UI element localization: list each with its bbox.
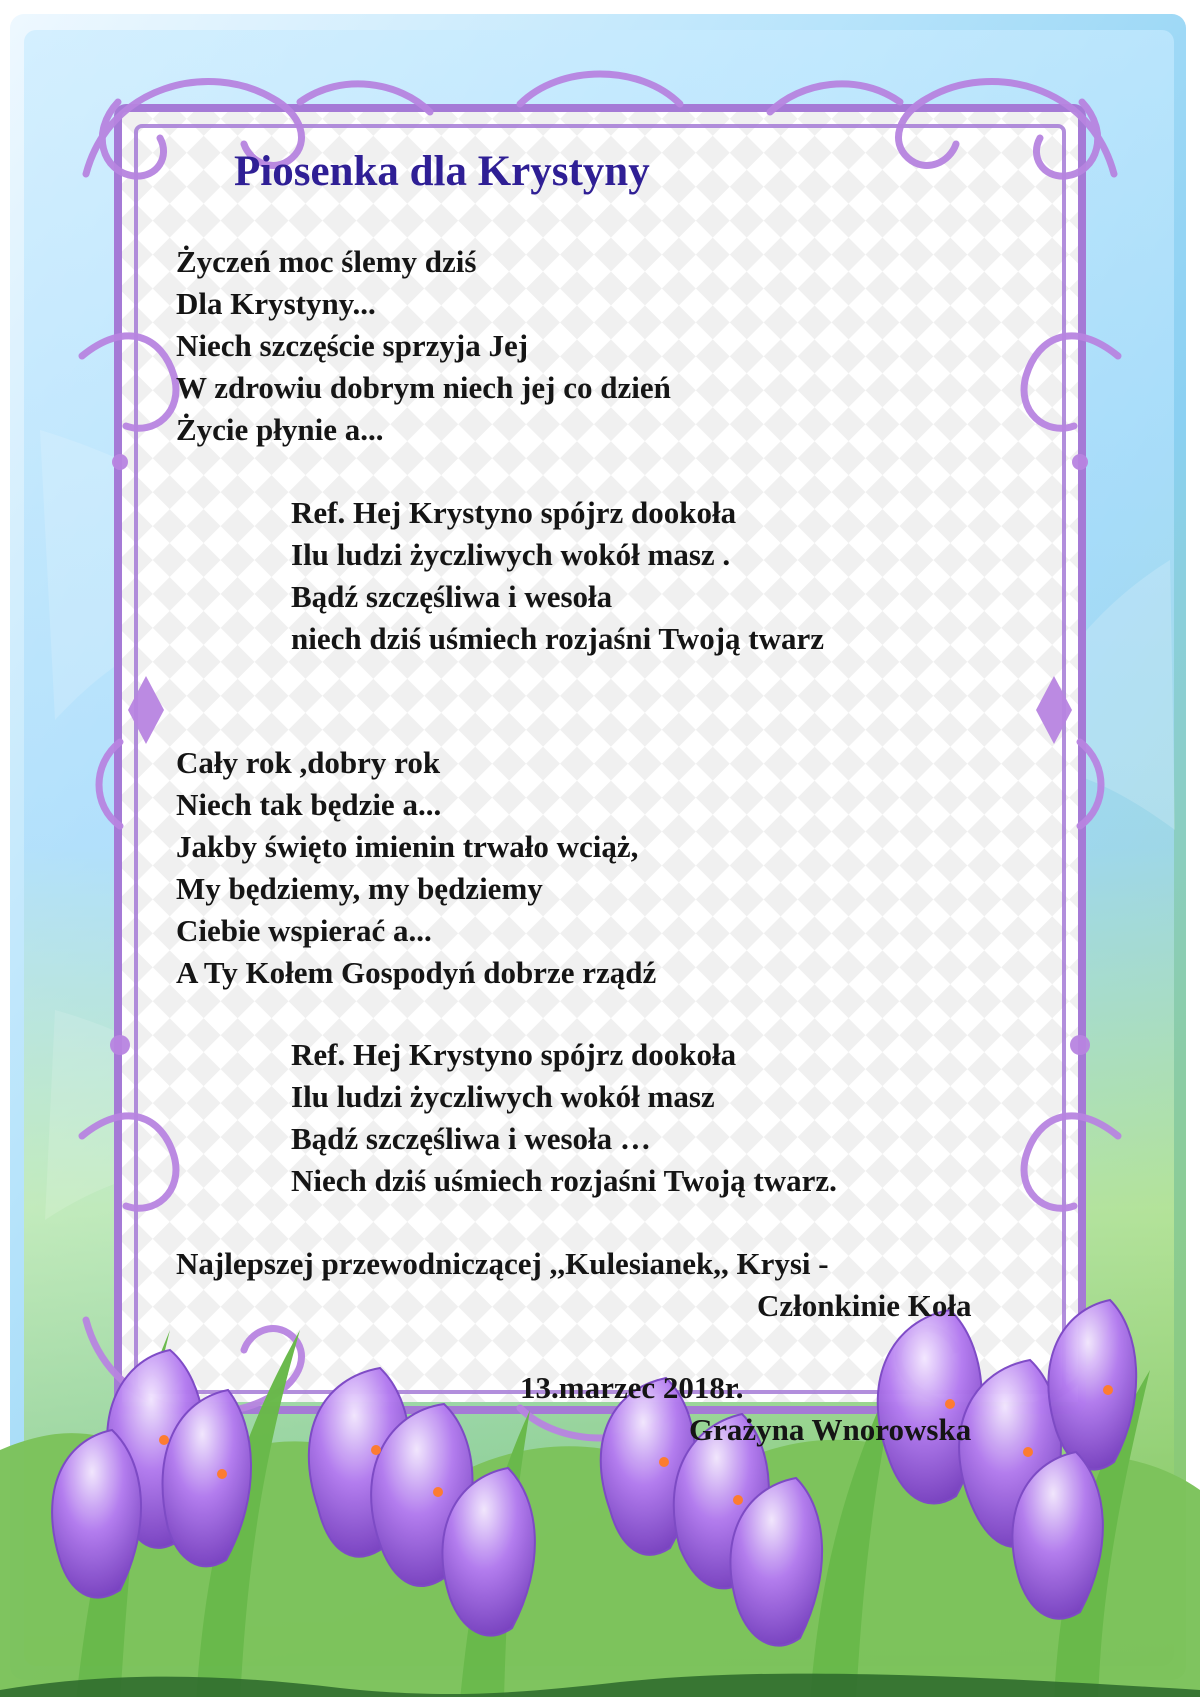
verse2-line-4: My będziemy, my będziemy: [176, 871, 543, 906]
verse2-line-2: Niech tak będzie a...: [176, 787, 442, 822]
refrain1-line-1: Ref. Hej Krystyno spójrz dookoła: [291, 495, 737, 530]
dedication-text: Najlepszej przewodniczącej ,,Kulesianek,, Krysi -: [176, 1246, 829, 1281]
refrain1-line-4: niech dziś uśmiech rozjaśni Twoją twarz: [291, 621, 824, 656]
verse1-line-4: W zdrowiu dobrym niech jej co dzień: [176, 370, 671, 405]
refrain2-line-1: Ref. Hej Krystyno spójrz dookoła: [291, 1037, 737, 1072]
verse2-line-1: Cały rok ,dobry rok: [176, 745, 441, 780]
verse1-line-2: Dla Krystyny...: [176, 286, 376, 321]
refrain2-line-2: Ilu ludzi życzliwych wokół masz: [291, 1079, 715, 1114]
refrain2-line-4: Niech dziś uśmiech rozjaśni Twoją twarz.: [291, 1163, 837, 1198]
refrain1-line-3: Bądź szczęśliwa i wesoła: [291, 579, 613, 614]
poem-title: Piosenka dla Krystyny: [234, 148, 650, 195]
verse2-line-6: A Ty Kołem Gospodyń dobrze rządź: [176, 955, 657, 990]
verse1-line-3: Niech szczęście sprzyja Jej: [176, 328, 529, 363]
refrain1-line-2: Ilu ludzi życzliwych wokół masz .: [291, 537, 731, 572]
verse2-line-5: Ciebie wspierać a...: [176, 913, 432, 948]
refrain2-line-3: Bądź szczęśliwa i wesoła …: [291, 1121, 651, 1156]
verse1-line-1: Życzeń moc ślemy dziś: [176, 244, 477, 279]
verse1-line-5: Życie płynie a...: [176, 412, 384, 447]
date-text: 13.marzec 2018r.: [520, 1370, 744, 1405]
author-name: Grażyna Wnorowska: [689, 1412, 972, 1447]
signature-group: Członkinie Koła: [757, 1288, 972, 1323]
verse2-line-3: Jakby święto imienin trwało wciąż,: [176, 829, 639, 864]
